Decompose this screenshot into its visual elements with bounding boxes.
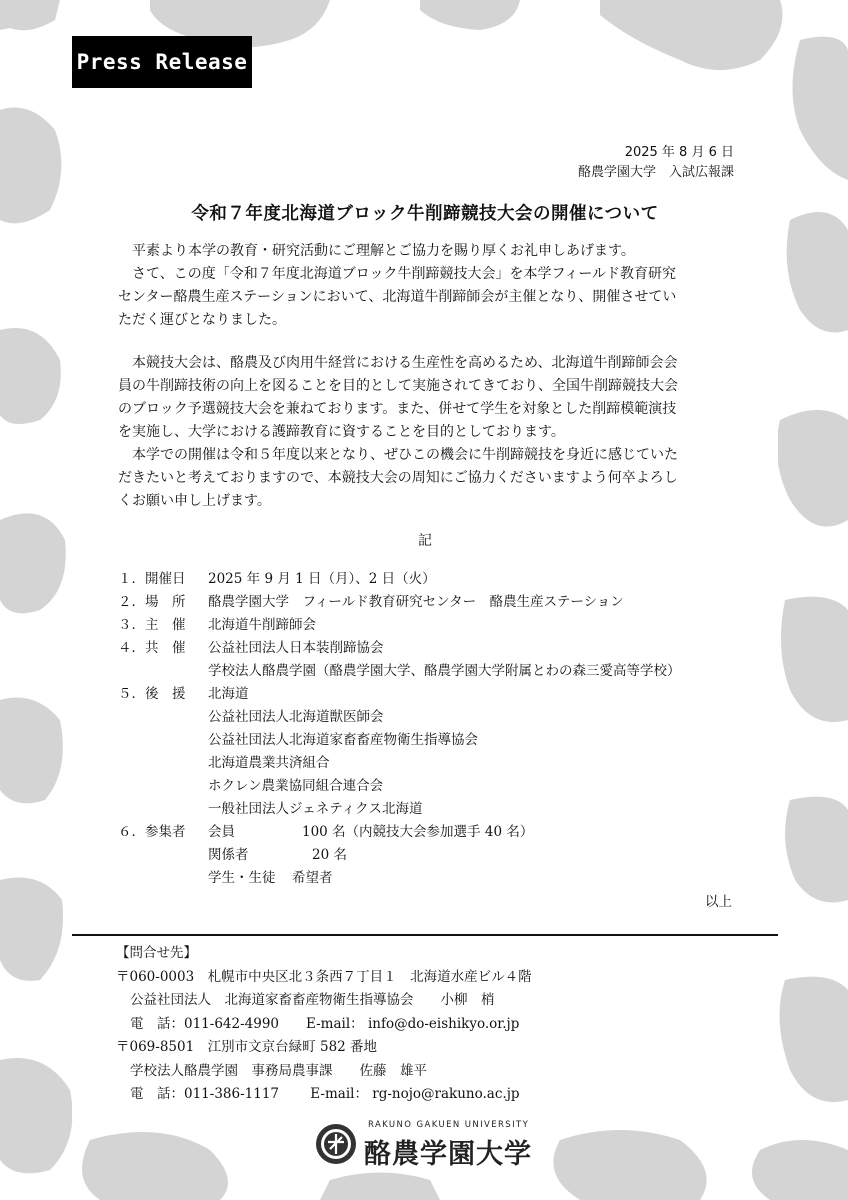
contact-line: 学校法人酪農学園 事務局農事課 佐藤 雄平 — [130, 1062, 427, 1079]
contact-line: 公益社団法人 北海道家畜畜産物衛生指導協会 小柳 梢 — [130, 992, 495, 1008]
details-list — [118, 568, 768, 890]
text-line: 平素より本学の教育・研究活動にご理解とご協力を賜り厚くお礼申しあげます。 — [118, 243, 635, 259]
item-value: 公益社団法人北海道家畜畜産物衛生指導協会 — [208, 732, 478, 748]
participant-count: 希望者 — [292, 870, 333, 886]
text-line: 本競技大会は、酪農及び肉用牛経営における生産性を高めるため、北海道牛削蹄師会会 — [118, 355, 678, 371]
item-label: ２．場 所 — [118, 594, 186, 610]
item-date — [118, 568, 768, 591]
text-line: 員の牛削蹄技術の向上を図ることを目的として実施されてきており、全国牛削蹄競技大会 — [118, 378, 678, 394]
release-date: 2025 年 8 月 6 日 — [624, 145, 734, 160]
item-value: 北海道農業共済組合 — [208, 755, 330, 771]
participant-row — [118, 844, 768, 867]
item-cohost — [118, 637, 768, 660]
divider-line — [72, 934, 778, 936]
text-line: さて、この度「令和７年度北海道ブロック牛削蹄競技大会」を本学フィールド教育研究 — [118, 266, 677, 282]
item-value: 北海道牛削蹄師会 — [208, 617, 316, 633]
university-logo — [314, 1120, 554, 1170]
participant-count: 20 名 — [312, 847, 347, 863]
participant-type: 学生・生徒 — [208, 870, 276, 886]
logo-japanese-name: 酪農学園大学 — [364, 1139, 532, 1170]
item-label: １．開催日 — [118, 571, 186, 587]
item-support — [118, 683, 768, 706]
text-line: のブロック予選競技大会を兼ねております。また、併せて学生を対象とした削蹄模範演技 — [118, 401, 677, 417]
contact-heading: 【問合せ先】 — [116, 945, 197, 961]
item-value: 学校法人酪農学園（酪農学園大学、酪農学園大学附属とわの森三愛高等学校） — [208, 663, 681, 679]
item-value: 一般社団法人ジェネティクス北海道 — [208, 801, 423, 817]
press-release-badge: Press Release — [72, 36, 252, 88]
contact-section — [116, 942, 756, 1107]
item-participants — [118, 821, 768, 844]
item-value: 公益社団法人北海道獣医師会 — [208, 709, 384, 725]
participant-count: 100 名（内競技大会参加選手 40 名） — [302, 824, 534, 840]
closing-ijo: 以上 — [705, 894, 732, 910]
body-paragraph — [118, 352, 740, 513]
item-value: ホクレン農業協同組合連合会 — [208, 778, 384, 794]
university-emblem-icon — [314, 1122, 358, 1166]
text-line: だきたいと考えておりますので、本競技大会の周知にご協力くださいますよう何卒よろし — [118, 470, 678, 486]
item-value: 公益社団法人日本装削蹄協会 — [208, 640, 384, 656]
item-value: 北海道 — [208, 686, 249, 702]
item-label: ６．参集者 — [118, 824, 186, 840]
contact-line: 〒069-8501 江別市文京台緑町 582 番地 — [116, 1039, 378, 1055]
item-place — [118, 591, 768, 614]
header-meta — [578, 143, 734, 183]
document-title: 令和７年度北海道ブロック牛削蹄競技大会の開催について — [191, 204, 659, 224]
item-label: ３．主 催 — [118, 617, 186, 633]
issuer: 酪農学園大学 入試広報課 — [577, 165, 734, 180]
participant-row — [118, 867, 768, 890]
item-value: 酪農学園大学 フィールド教育研究センター 酪農生産ステーション — [208, 594, 624, 610]
text-line: 本学での開催は令和５年度以来となり、ぜひこの機会に牛削蹄競技を身近に感じていた — [118, 447, 678, 463]
item-label: ５．後 援 — [118, 686, 186, 702]
participant-type: 関係者 — [208, 847, 249, 863]
contact-line: 〒060-0003 札幌市中央区北３条西７丁目１ 北海道水産ビル４階 — [116, 968, 532, 985]
logo-english-name: RAKUNO GAKUEN UNIVERSITY — [368, 1120, 530, 1130]
text-line: センター酪農生産ステーションにおいて、北海道牛削蹄師会が主催となり、開催させてい — [118, 289, 677, 305]
ki-heading: 記 — [418, 533, 432, 549]
contact-line: 電 話：011-386-1117 E-mail： rg-nojo@rakuno.ac.jp — [130, 1086, 520, 1102]
text-line: くお願い申し上げます。 — [118, 493, 271, 509]
participant-type: 会員 — [208, 824, 235, 840]
item-label: ４．共 催 — [118, 640, 186, 656]
text-line: を実施し、大学における護蹄教育に資することを目的としております。 — [118, 424, 565, 440]
item-host — [118, 614, 768, 637]
item-value: 2025 年 9 月 1 日（月）、2 日（火） — [208, 571, 436, 587]
intro-paragraph — [118, 240, 740, 332]
contact-line: 電 話：011-642-4990 E-mail： info@do-eishikyo.or.jp — [130, 1015, 520, 1032]
text-line: ただく運びとなりました。 — [118, 312, 286, 328]
